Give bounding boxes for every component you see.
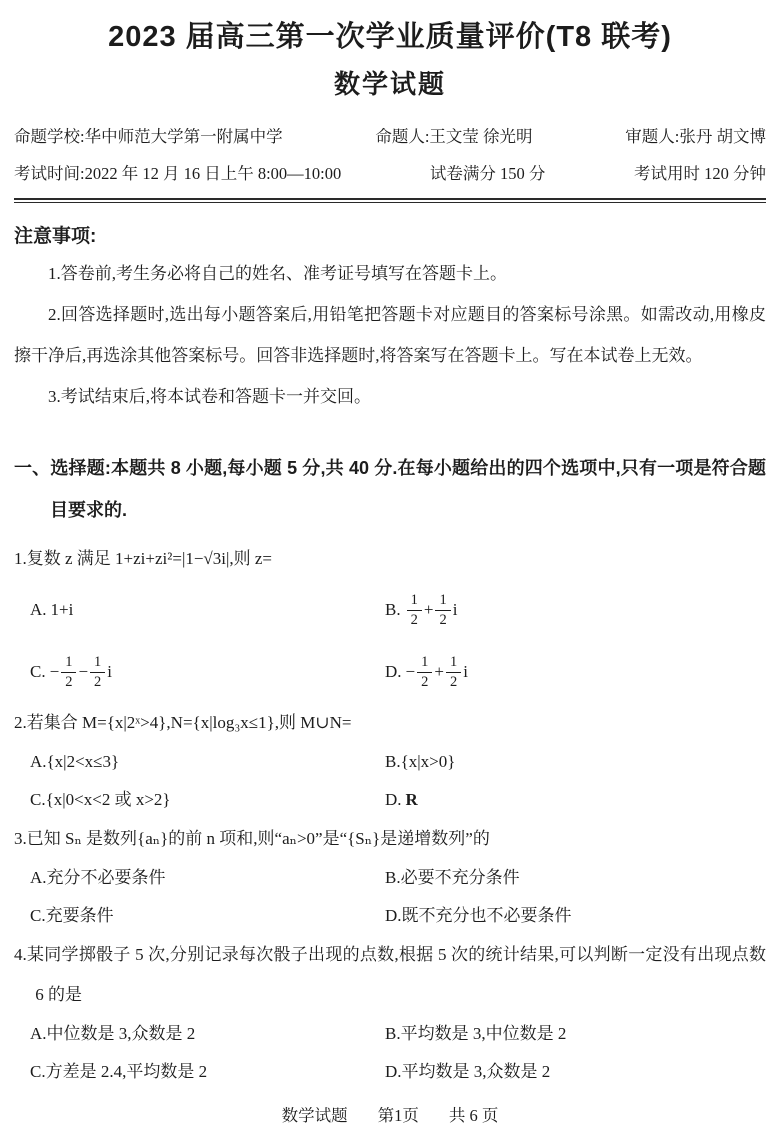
option-2b: B.{x|x>0} — [385, 752, 456, 771]
fraction-denominator: 2 — [417, 672, 432, 691]
footer-page-number: 第1页 — [377, 1106, 419, 1125]
fraction-numerator: 1 — [94, 654, 102, 671]
option-2c: C.{x|0<x<2 或 x>2} — [30, 790, 171, 809]
meta-setter: 命题人:王文莹 徐光明 — [375, 127, 533, 146]
footer-total-pages: 共 6 页 — [448, 1106, 499, 1125]
option-1a-text: 1+i — [50, 600, 74, 619]
notice-item-1: 1.答卷前,考生务必将自己的姓名、准考证号填写在答题卡上。 — [48, 264, 507, 283]
footer-doc-title: 数学试题 — [281, 1106, 348, 1125]
notice-heading: 注意事项: — [14, 226, 97, 247]
question-4 — [14, 935, 766, 1091]
meta-full-score: 试卷满分 150 分 — [429, 164, 546, 183]
option-1b-label: B. — [385, 600, 401, 619]
option-3d: D.既不充分也不必要条件 — [385, 906, 572, 925]
meta-row-authors — [14, 123, 766, 147]
option-1c — [30, 641, 385, 703]
fraction-denominator: 2 — [407, 610, 422, 629]
negative-sign: − — [49, 662, 60, 681]
option-3b: B.必要不充分条件 — [385, 868, 520, 887]
operator: + — [434, 662, 444, 681]
imaginary-unit: i — [107, 662, 113, 681]
section-1-heading: 一、选择题:本题共 8 小题,每小题 5 分,共 40 分.在每小题给出的四个选项中,只有一项是符合题目要求的. — [14, 458, 766, 520]
meta-school: 命题学校:华中师范大学第一附属中学 — [14, 127, 283, 146]
notice-section — [14, 221, 766, 417]
imaginary-unit: i — [463, 662, 468, 681]
option-1d — [385, 641, 766, 703]
option-3a: A.充分不必要条件 — [30, 868, 166, 887]
meta-reviewer: 审题人:张丹 胡文博 — [625, 127, 766, 146]
question-4-stem: 4.某同学掷骰子 5 次,分别记录每次骰子出现的点数,根据 5 次的统计结果,可以判断一定没有出现点数 6 的是 — [14, 945, 766, 1004]
option-2d-label: D. — [385, 790, 402, 809]
fraction-denominator: 2 — [90, 672, 105, 691]
question-3 — [14, 819, 766, 935]
question-3-stem: 3.已知 Sₙ 是数列{aₙ}的前 n 项和,则“aₙ>0”是“{Sₙ}是递增数列”的 — [14, 829, 490, 848]
option-4d: D.平均数是 3,众数是 2 — [385, 1062, 551, 1081]
operator: − — [78, 662, 89, 681]
fraction-denominator: 2 — [446, 672, 461, 691]
option-3c: C.充要条件 — [30, 906, 114, 925]
question-1 — [14, 539, 766, 703]
fraction-denominator: 2 — [61, 672, 76, 691]
option-1a-label: A. — [30, 600, 47, 619]
option-4b: B.平均数是 3,中位数是 2 — [385, 1024, 567, 1043]
option-1c-label: C. — [30, 662, 46, 681]
question-2-options — [14, 743, 766, 819]
page-title: 2023 届高三第一次学业质量评价(T8 联考) — [108, 21, 672, 53]
option-4c: C.方差是 2.4,平均数是 2 — [30, 1062, 208, 1081]
question-3-options — [14, 859, 766, 935]
doc-subtitle: 数学试题 — [333, 69, 446, 99]
question-4-options — [14, 1015, 766, 1091]
meta-exam-time: 考试时间:2022 年 12 月 16 日上午 8:00—10:00 — [14, 164, 342, 183]
page-footer — [0, 1102, 780, 1126]
fraction — [435, 591, 450, 628]
real-number-set-symbol: R — [405, 790, 418, 809]
question-1-stem: 1.复数 z 满足 1+zi+zi²=|1−√3i|,则 z= — [14, 549, 273, 568]
option-1b — [385, 579, 766, 641]
fraction-numerator: 1 — [421, 654, 429, 671]
notice-item-2: 2.回答选择题时,选出每小题答案后,用铅笔把答题卡对应题目的答案标号涂黑。如需改动,用橡皮擦干净后,再选涂其他答案标号。回答非选择题时,将答案写在答题卡上。写在本试卷上无效。 — [14, 305, 766, 365]
fraction-numerator: 1 — [410, 592, 418, 609]
fraction — [407, 591, 422, 628]
option-2d — [385, 781, 766, 819]
fraction — [61, 653, 76, 690]
option-1a — [30, 579, 385, 641]
fraction-numerator: 1 — [439, 592, 447, 609]
question-2 — [14, 703, 766, 819]
operator: + — [423, 600, 434, 619]
fraction — [446, 653, 461, 690]
fraction — [417, 653, 432, 690]
option-2a: A.{x|2<x≤3} — [30, 752, 120, 771]
notice-item-3: 3.考试结束后,将本试卷和答题卡一并交回。 — [48, 387, 371, 406]
option-1d-label: D. — [385, 662, 402, 681]
question-2-stem: 2.若集合 M={x|2ˣ>4},N={x|log₃x≤1},则 M∪N= — [14, 713, 352, 732]
imaginary-unit: i — [452, 600, 458, 619]
fraction-numerator: 1 — [449, 654, 458, 671]
header-divider — [14, 198, 766, 203]
fraction-denominator: 2 — [435, 610, 450, 629]
meta-row-exam-info — [14, 160, 766, 184]
negative-sign: − — [405, 662, 416, 681]
question-1-options — [14, 579, 766, 703]
fraction-numerator: 1 — [65, 654, 73, 671]
meta-duration: 考试用时 120 分钟 — [633, 164, 766, 183]
option-4a: A.中位数是 3,众数是 2 — [30, 1024, 196, 1043]
fraction — [90, 653, 105, 690]
